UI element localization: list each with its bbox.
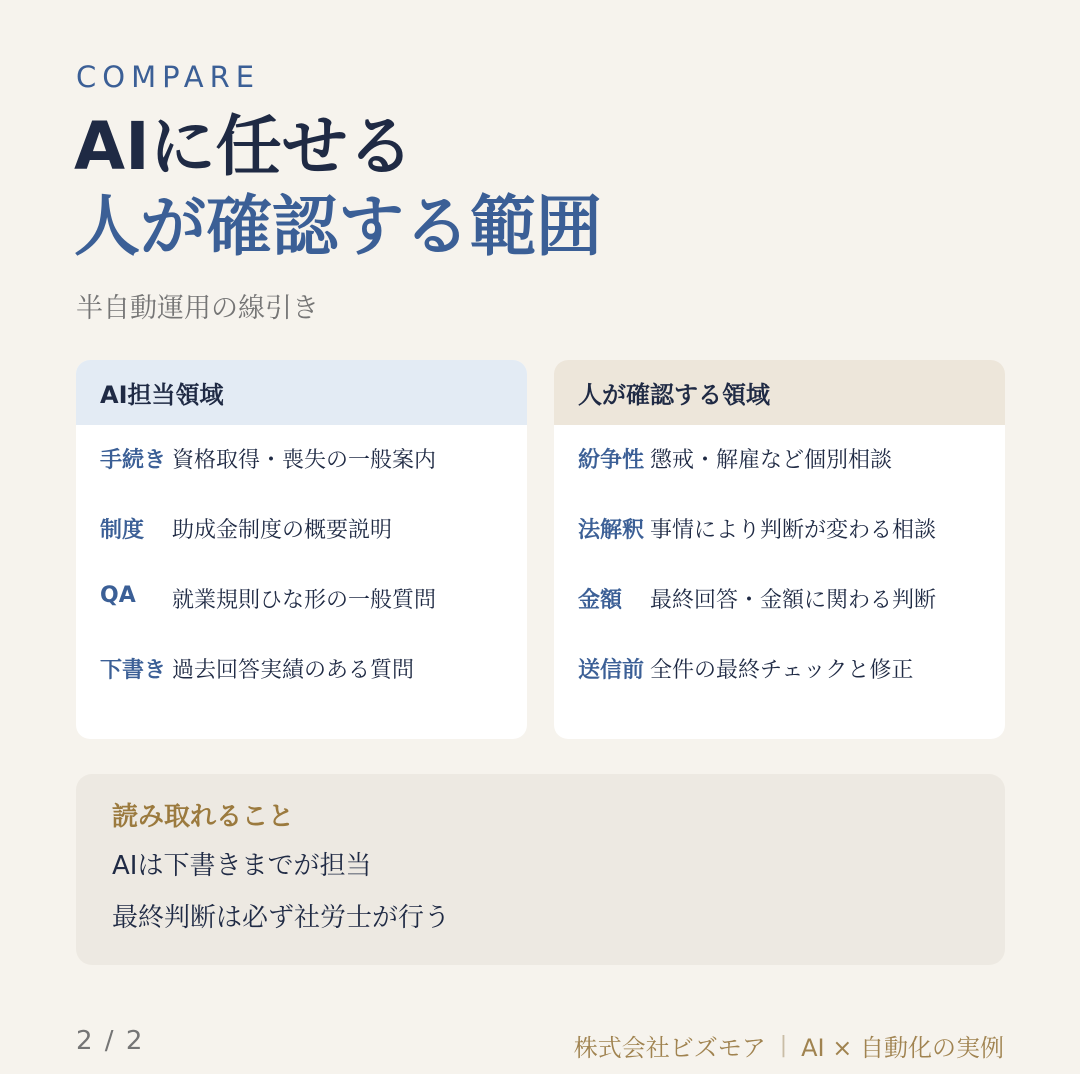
row-key: 送信前 [578, 658, 645, 683]
row-key: QA [100, 583, 136, 608]
row-key: 金額 [578, 588, 623, 613]
list-item [76, 653, 527, 723]
row-value: 最終回答・金額に関わる判断 [650, 588, 937, 613]
page-subtitle: 半自動運用の線引き [76, 293, 319, 324]
list-item [554, 443, 1005, 513]
row-key: 紛争性 [578, 448, 645, 473]
ai-domain-card-title: AI担当領域 [76, 360, 527, 425]
footer-separator: | [779, 1033, 788, 1058]
takeaway-title: 読み取れること [112, 802, 295, 832]
row-key: 法解釈 [578, 518, 645, 543]
takeaway-line: 最終判断は必ず社労士が行う [112, 903, 451, 933]
human-domain-card [554, 360, 1005, 739]
human-domain-card-title: 人が確認する領域 [554, 360, 1005, 425]
row-key: 手続き [100, 448, 167, 473]
row-value: 資格取得・喪失の一般案内 [172, 448, 437, 473]
list-item [76, 583, 527, 653]
company-name: 株式会社ビズモア [573, 1034, 766, 1062]
row-value: 事情により判断が変わる相談 [650, 518, 937, 543]
page-title-line2: 人が確認する範囲 [74, 188, 602, 265]
takeaway-line: AIは下書きまでが担当 [112, 851, 372, 881]
row-value: 助成金制度の概要説明 [172, 518, 393, 543]
row-value: 全件の最終チェックと修正 [650, 658, 914, 683]
row-value: 懲戒・解雇など個別相談 [650, 448, 893, 473]
eyebrow-label: COMPARE [76, 60, 261, 94]
list-item [76, 443, 527, 513]
page-title-line1: AIに任せる [74, 108, 414, 185]
list-item [554, 513, 1005, 583]
footer-credit [574, 1028, 1004, 1063]
row-value: 過去回答実績のある質問 [172, 658, 415, 683]
row-key: 制度 [100, 518, 145, 543]
row-key: 下書き [100, 658, 167, 683]
ai-domain-card [76, 360, 527, 739]
list-item [76, 513, 527, 583]
page-number: 2 / 2 [76, 1026, 145, 1056]
list-item [554, 583, 1005, 653]
row-value: 就業規則ひな形の一般質問 [172, 588, 437, 613]
takeaway-box [76, 774, 1005, 965]
series-name: AI × 自動化の実例 [801, 1034, 1004, 1062]
list-item [554, 653, 1005, 723]
